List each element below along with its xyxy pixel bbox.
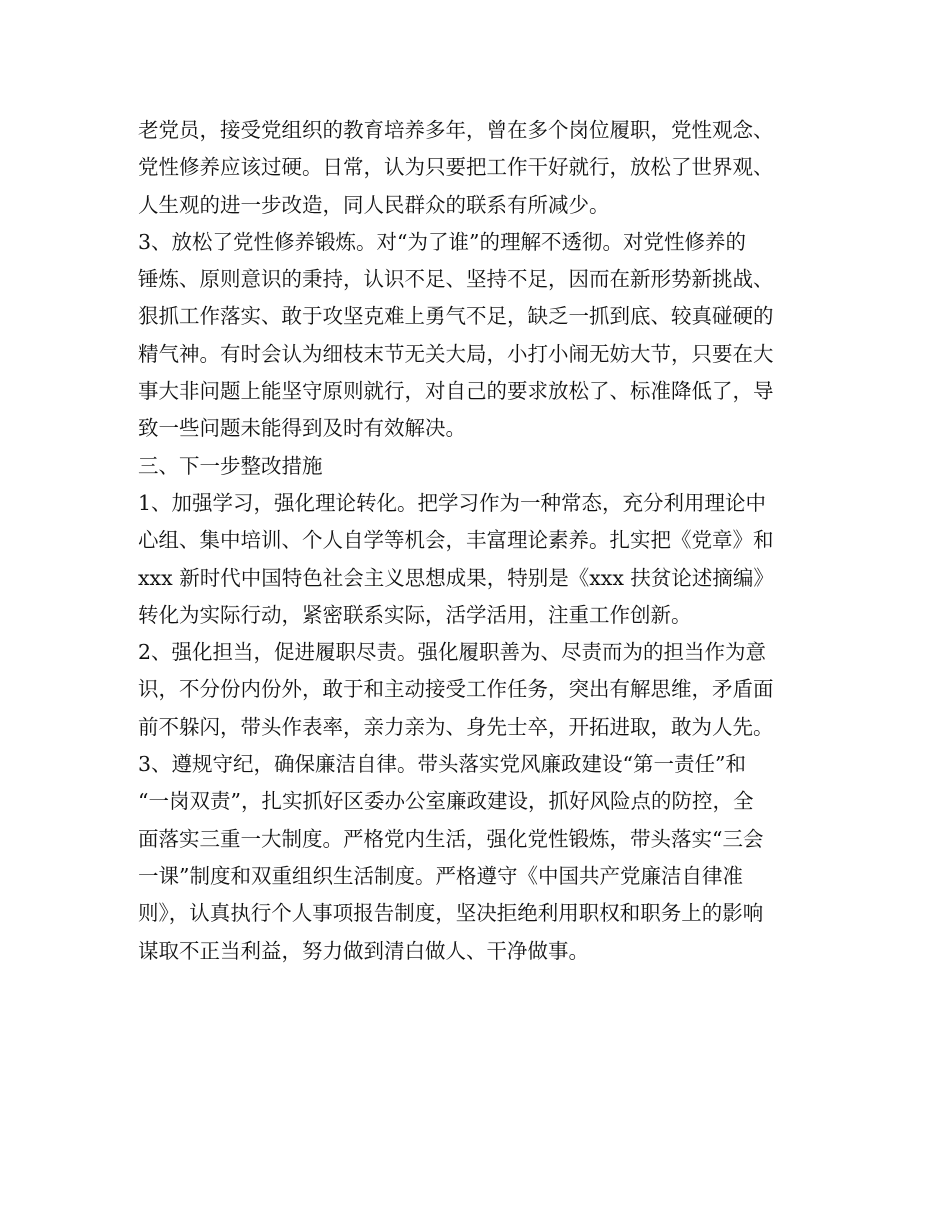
text-line: 狠抓工作落实、敢于攻坚克难上勇气不足，缺乏一抓到底、较真碰硬的: [138, 304, 774, 329]
text-line: 则》，认真执行个人事项报告制度，坚决拒绝利用职权和职务上的影响: [138, 901, 764, 926]
text-line: 事大非问题上能坚守原则就行，对自己的要求放松了、标准降低了，导: [138, 379, 774, 404]
text-line: 老党员，接受党组织的教育培养多年，曾在多个岗位履职，党性观念、: [138, 118, 774, 142]
text-line: 转化为实际行动，紧密联系实际，活学活用，注重工作创新。: [138, 602, 692, 627]
text-line: 党性修养应该过硬。日常，认为只要把工作干好就行，放松了世界观、: [138, 155, 774, 180]
text-line: “一岗双责”，扎实抓好区委办公室廉政建设，抓好风险点的防控，全: [138, 789, 754, 814]
text-line: 前不躲闪，带头作表率，亲力亲为、身先士卒，开拓进取，敢为人先。: [138, 714, 774, 739]
text-line: 面落实三重一大制度。严格党内生活，强化党性锻炼，带头落实“三会: [138, 826, 764, 851]
text-line: 谋取不正当利益，努力做到清白做人、干净做事。: [138, 938, 589, 963]
text-line: xxx 新时代中国特色社会主义思想成果，特别是《xxx 扶贫论述摘编》: [138, 565, 774, 590]
text-line: 人生观的进一步改造，同人民群众的联系有所减少。: [138, 192, 610, 217]
text-line: 精气神。有时会认为细枝末节无关大局，小打小闹无妨大节，只要在大: [138, 341, 774, 366]
text-line: 1、加强学习，强化理论转化。把学习作为一种常态，充分利用理论中: [138, 490, 767, 515]
section-heading: 三、下一步整改措施: [138, 453, 323, 478]
text-line: 3、放松了党性修养锻炼。对“为了谁”的理解不透彻。对党性修养的: [138, 229, 747, 254]
text-line: 识，不分份内份外，敢于和主动接受工作任务，突出有解思维，矛盾面: [138, 677, 774, 702]
text-line: 致一些问题未能得到及时有效解决。: [138, 416, 466, 441]
text-line: 心组、集中培训、个人自学等机会，丰富理论素养。扎实把《党章》和: [138, 528, 774, 553]
text-line: 3、遵规守纪，确保廉洁自律。带头落实党风廉政建设“第一责任”和: [138, 752, 747, 777]
text-line: 一课”制度和双重组织生活制度。严格遵守《中国共产党廉洁自律准: [138, 863, 743, 888]
document-body: [138, 112, 818, 970]
text-line: 锤炼、原则意识的秉持，认识不足、坚持不足，因而在新形势新挑战、: [138, 267, 774, 292]
text-line: 2、强化担当，促进履职尽责。强化履职善为、尽责而为的担当作为意: [138, 640, 767, 665]
